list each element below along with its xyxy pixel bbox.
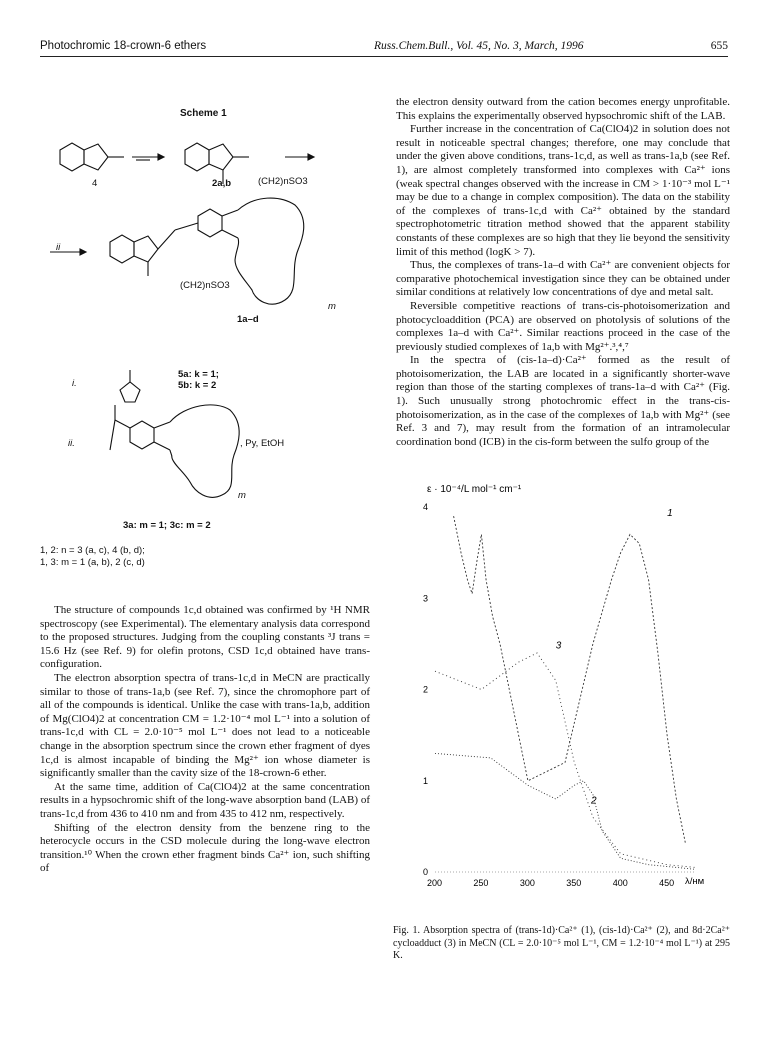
y-tick-label: 0: [423, 867, 429, 877]
paragraph: The structure of compounds 1c,d obtained was confirmed by ¹H NMR spectroscopy (see Experimental). The elementary analysis data correspond to the proposed structures. Judging from the coupling constants ³J trans = 15.6 Hz (see Ref. 9) for olefin protons, CSD 1c,d obtained have trans-configuration.: [40, 604, 370, 671]
x-tick-label: 400: [612, 878, 628, 888]
label-ch2nso3-2: (CH2)nSO3: [258, 176, 308, 187]
paragraph: Reversible competitive reactions of trans-cis-photoisomerization and photocycloaddition (PCA) are observed on photolysis of solutions of the complexes 1a–d with Ca²⁺. Similar reactions proceed in the case of the previously studied complexes of 1a,b with Mg²⁺.³,⁴,⁷: [396, 299, 730, 353]
paragraph: In the spectra of (cis-1a–d)·Ca²⁺ formed as the result of photoisomerization, the LAB are located in a significantly shorter-wave region than those of the starting complexes of trans-1a–d with Ca²⁺ (Fig. 1). Such unusually strong photochromic effect in the trans-cis-photoisomerization, as in the case of the complexes of 1a,b with Mg²⁺ (see Ref. 3 and 7), may result from the formation of an intramolecular coordination bond (ICB) in the cis-form between the sulfo group of the: [396, 354, 730, 448]
y-tick-label: 4: [423, 502, 429, 512]
paragraph: the electron density outward from the cation becomes energy unprofitable. This explains the experimentally observed hypsochromic shift of the LAB.: [396, 96, 730, 122]
x-tick-label: 300: [519, 878, 535, 888]
y-tick-label: 3: [423, 593, 429, 604]
paragraph: At the same time, addition of Ca(ClO4)2 at the same concentration results in a hypsochromic shift of the long-wave absorption band (LAB) of trans-1c,d from 436 to 410 nm and from 435 to 412 nm, respectively.: [40, 780, 370, 820]
series-label-3: 3: [555, 640, 562, 652]
series-line-3: [435, 653, 695, 867]
journal-citation: Russ.Chem.Bull., Vol. 45, No. 3, March, 1996: [374, 40, 584, 52]
x-tick-label: 200: [427, 878, 443, 888]
left-column: [40, 604, 370, 876]
scheme-note-1: 1, 2: n = 3 (a, c), 4 (b, d);: [40, 545, 145, 556]
series-label-2: 2: [591, 795, 597, 807]
y-tick-label: 1: [423, 775, 429, 786]
scheme-title: Scheme 1: [180, 108, 227, 119]
reagent-i: i.: [72, 378, 77, 389]
series-line-2: [435, 753, 695, 869]
label-compound-3: 3a: m = 1; 3c: m = 2: [123, 520, 211, 531]
label-compound-5: 5a: k = 1; 5b: k = 2: [178, 369, 219, 391]
chart-xlabel: λ/нм: [685, 876, 705, 887]
label-m-1: m: [328, 301, 336, 312]
running-header: [40, 40, 728, 57]
x-tick-label: 350: [566, 878, 582, 888]
paragraph: The electron absorption spectra of trans-1c,d in MeCN are practically similar to those of trans-1a,b (see Ref. 7), since the chromophore part of all of the compounds is identical. Unlike the case with trans-1a,b, addition of Mg(ClO4)2 at concentration CM = 1.2·10⁻⁴ mol L⁻¹ into a solution of trans-1c,d with CL = 2.0·10⁻⁵ mol L⁻¹ does not lead to a noticeable change in the absorption spectrum since the crown ether fragment of dyes 1c,d is almost incapable of binding the Mg²⁺ ion whose diameter is significantly smaller than the cavity size of the 18-crown-6 ether.: [40, 671, 370, 780]
y-tick-label: 2: [423, 684, 429, 695]
label-ch2nso3-1: (CH2)nSO3: [180, 280, 230, 291]
reagent-arrow-ii: ii: [56, 242, 61, 253]
series-label-1: 1: [667, 508, 673, 520]
x-tick-label: 450: [659, 878, 675, 888]
chart-ylabel: ε · 10⁻⁴/L mol⁻¹ cm⁻¹: [427, 484, 522, 495]
series-line-1: [454, 516, 686, 845]
absorption-spectra-chart: [385, 482, 730, 897]
paragraph: Shifting of the electron density from the benzene ring to the heterocycle occurs in the CSD molecule during the long-wave electron transition.¹⁰ When the crown ether fragment binds Ca²⁺ ion, such shifting of: [40, 821, 370, 875]
figure-caption: Fig. 1. Absorption spectra of (trans-1d)·Ca²⁺ (1), (cis-1d)·Ca²⁺ (2), and 8d·2Ca²⁺ cycloadduct (3) in MeCN (CL = 2.0·10⁻⁵ mol L⁻¹, CM = 1.2·10⁻⁴ mol L⁻¹) at 295 K.: [393, 925, 730, 961]
right-column: [396, 96, 730, 449]
label-compound-4: 4: [92, 178, 98, 189]
label-compound-1ad: 1a–d: [237, 314, 259, 325]
running-title: Photochromic 18-crown-6 ethers: [40, 40, 207, 52]
x-tick-label: 250: [473, 878, 489, 888]
label-compound-2ab: 2a,b: [212, 178, 232, 189]
label-py-etoh: , Py, EtOH: [240, 438, 285, 449]
page-number: 655: [710, 40, 728, 52]
paragraph: Thus, the complexes of trans-1a–d with Ca²⁺ are convenient objects for comparative photochemical investigation since they can be obtained under similar conditions at relatively low concentrations of dye and metal salt.: [396, 259, 730, 299]
scheme-note-2: 1, 3: m = 1 (a, b), 2 (c, d): [40, 557, 145, 568]
paragraph: Further increase in the concentration of Ca(ClO4)2 in solution does not result in noticeable spectral changes; therefore, one may conclude that under the given above conditions, trans-1c,d, as well as trans-1a,b (see Ref. 1), are almost completely transformed into complexes with Ca²⁺ ions (weak spectral changes observed with the increase in CM > 1·10⁻³ mol L⁻¹ may be due to a change in complex composition). The data on the stability of the complexes of trans-1c,d with Ca²⁺ obtained by the standard spectrophotometric titration method showed that the apparent stability constants of these complexes are so high that they lie beyond the sensitivity limit of this method (logK > 7).: [396, 123, 730, 258]
label-m-3: m: [238, 490, 246, 501]
reagent-ii: ii.: [68, 438, 75, 449]
